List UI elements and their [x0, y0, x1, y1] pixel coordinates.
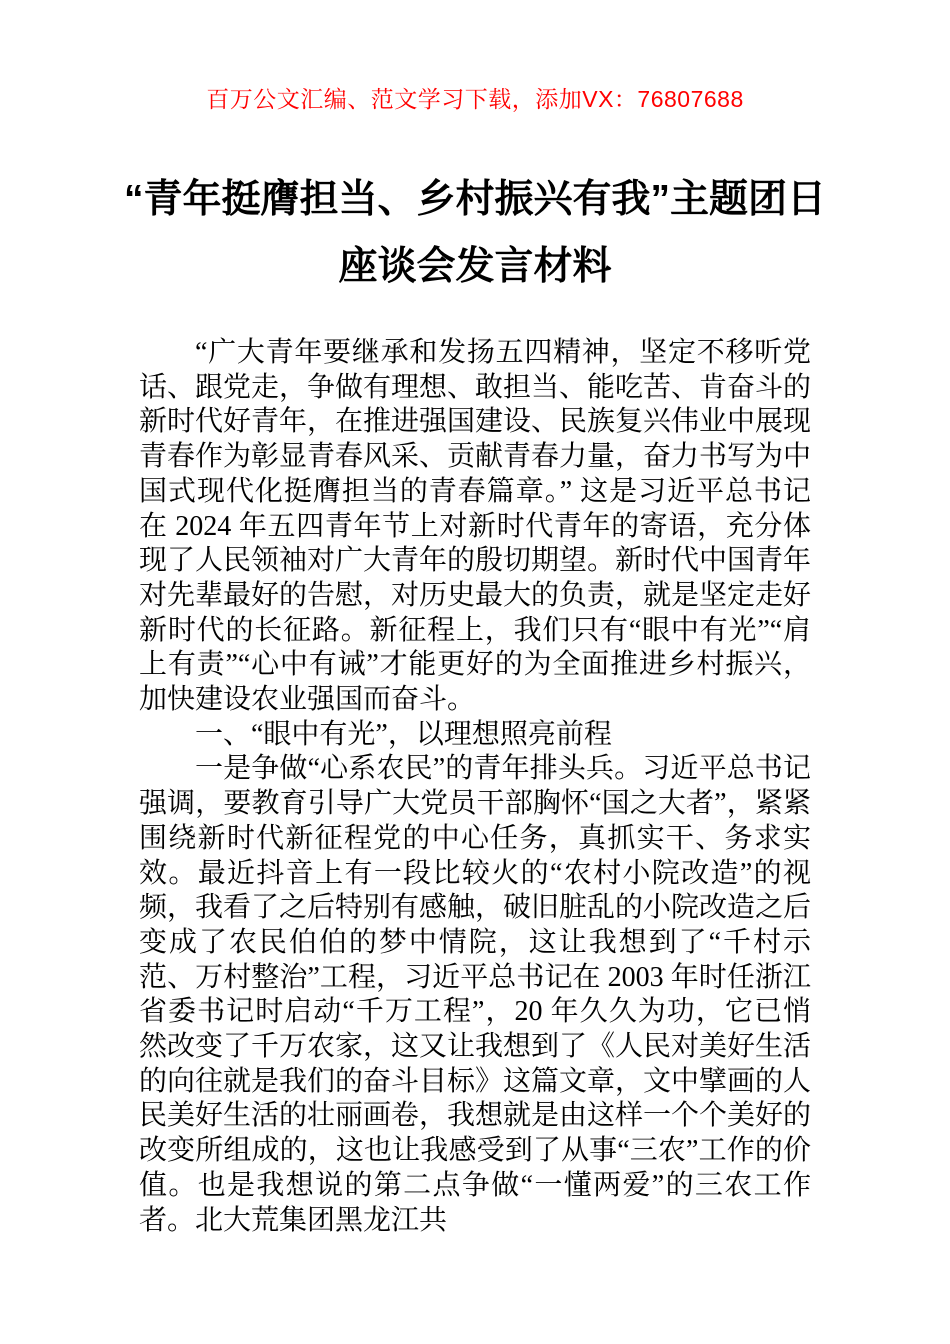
- document-body: [139, 336, 811, 1238]
- document-title: [65, 166, 885, 300]
- paragraph: 一是争做“心系农民”的青年排头兵。习近平总书记强调，要教育引导广大党员干部胸怀“国之大者”，紧紧围绕新时代新征程党的中心任务，真抓实干、务求实效。最近抖音上有一段比较火的“农村小院改造”的视频，我看了之后特别有感触，破旧脏乱的小院改造之后变成了农民伯伯的梦中情院，这让我想到了“千村示范、万村整治”工程，习近平总书记在 2003 年时任浙江省委书记时启动“千万工程”，20 年久久为功，它已悄然改变了千万农家，这又让我想到了《人民对美好生活的向往就是我们的奋斗目标》这篇文章，文中擘画的人民美好生活的壮丽画卷，我想就是由这样一个个美好的改变所组成的，这也让我感受到了从事“三农”工作的价值。也是我想说的第二点争做“一懂两爱”的三农工作者。北大荒集团黑龙江共: [139, 753, 812, 1236]
- title-line-2: 座谈会发言材料: [338, 245, 612, 288]
- title-line-1: “青年挺膺担当、乡村振兴有我”主题团日: [123, 178, 826, 221]
- promo-banner: 百万公文汇编、范文学习下载，添加VX：76807688: [206, 86, 744, 112]
- paragraph: “广大青年要继承和发扬五四精神，坚定不移听党话、跟党走，争做有理想、敢担当、能吃苦、肯奋斗的新时代好青年，在推进强国建设、民族复兴伟业中展现青春作为彰显青春风采、贡献青春力量，奋力书写为中国式现代化挺膺担当的青春篇章。” 这是习近平总书记在 2024 年五四青年节上对新时代青年的寄语，充分体现了人民领袖对广大青年的殷切期望。新时代中国青年对先辈最好的告慰，对历史最大的负责，就是坚定走好新时代的长征路。新征程上，我们只有“眼中有光”“肩上有责”“心中有诫”才能更好的为全面推进乡村振兴，加快建设农业强国而奋斗。: [139, 337, 812, 716]
- section-heading: 一、“眼中有光”，以理想照亮前程: [195, 718, 612, 750]
